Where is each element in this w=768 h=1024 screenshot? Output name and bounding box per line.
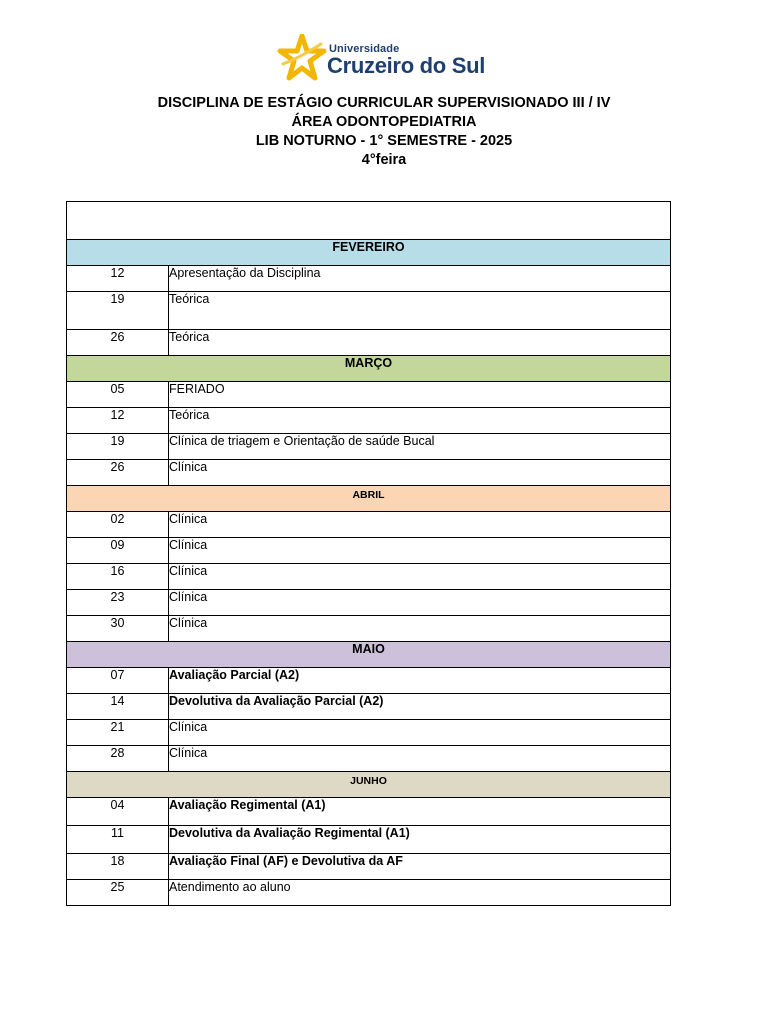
activity-cell: Apresentação da Disciplina [169, 266, 671, 292]
day-cell: 12 [67, 408, 169, 434]
activity-cell: Devolutiva da Avaliação Parcial (A2) [169, 694, 671, 720]
table-row [67, 538, 671, 564]
day-cell: 04 [67, 798, 169, 826]
table-row [67, 512, 671, 538]
activity-cell: Clínica [169, 512, 671, 538]
activity-cell: Devolutiva da Avaliação Regimental (A1) [169, 826, 671, 854]
heading-line4: 4°feira [361, 152, 407, 168]
month-header-row [67, 356, 671, 382]
month-name: FEVEREIRO [67, 240, 671, 266]
day-cell: 18 [67, 854, 169, 880]
activity-cell: Teórica [169, 408, 671, 434]
activity-cell: Atendimento ao aluno [169, 880, 671, 906]
table-row [67, 854, 671, 880]
activity-cell: Clínica [169, 538, 671, 564]
table-row [67, 266, 671, 292]
day-cell: 16 [67, 564, 169, 590]
day-cell: 28 [67, 746, 169, 772]
day-cell: 30 [67, 616, 169, 642]
table-row [67, 382, 671, 408]
table-row [67, 826, 671, 854]
activity-cell: Clínica [169, 590, 671, 616]
month-name: JUNHO [67, 772, 671, 798]
table-row [67, 668, 671, 694]
day-cell: 09 [67, 538, 169, 564]
table-row [67, 720, 671, 746]
month-name: MARÇO [67, 356, 671, 382]
university-logo [277, 34, 492, 82]
logo-line1: Universidade [329, 43, 400, 55]
day-cell: 19 [67, 434, 169, 460]
activity-cell: Clínica [169, 746, 671, 772]
schedule-body [67, 202, 671, 906]
day-cell: 02 [67, 512, 169, 538]
day-cell: 05 [67, 382, 169, 408]
table-row [67, 880, 671, 906]
table-row [67, 798, 671, 826]
activity-cell: Clínica [169, 616, 671, 642]
day-cell: 21 [67, 720, 169, 746]
heading-line1: DISCIPLINA DE ESTÁGIO CURRICULAR SUPERVISIONADO III / IV [157, 95, 611, 111]
month-header-row [67, 772, 671, 798]
table-row [67, 746, 671, 772]
activity-cell: Avaliação Parcial (A2) [169, 668, 671, 694]
table-row [67, 292, 671, 330]
heading-line2: ÁREA ODONTOPEDIATRIA [291, 114, 477, 130]
month-name: MAIO [67, 642, 671, 668]
schedule-table [66, 201, 671, 906]
month-header-row [67, 240, 671, 266]
table-row [67, 616, 671, 642]
day-cell: 23 [67, 590, 169, 616]
activity-cell: Avaliação Final (AF) e Devolutiva da AF [169, 854, 671, 880]
activity-cell: Clínica [169, 460, 671, 486]
month-name: ABRIL [67, 486, 671, 512]
activity-cell: Clínica [169, 564, 671, 590]
table-row [67, 590, 671, 616]
activity-cell: FERIADO [169, 382, 671, 408]
activity-cell: Teórica [169, 292, 671, 330]
table-row [67, 330, 671, 356]
heading-line3: LIB NOTURNO - 1° SEMESTRE - 2025 [255, 133, 513, 149]
day-cell: 26 [67, 330, 169, 356]
activity-cell: Clínica [169, 720, 671, 746]
day-cell: 14 [67, 694, 169, 720]
month-header-row [67, 486, 671, 512]
table-row [67, 564, 671, 590]
day-cell: 07 [67, 668, 169, 694]
day-cell: 11 [67, 826, 169, 854]
table-header-row [67, 202, 671, 240]
table-row [67, 694, 671, 720]
activity-cell: Clínica de triagem e Orientação de saúde Bucal [169, 434, 671, 460]
logo-line2: Cruzeiro do Sul [327, 53, 486, 78]
day-cell: 25 [67, 880, 169, 906]
activity-cell: Teórica [169, 330, 671, 356]
day-cell: 26 [67, 460, 169, 486]
day-cell: 19 [67, 292, 169, 330]
month-header-row [67, 642, 671, 668]
table-header-cell [67, 202, 671, 240]
star-icon [277, 34, 327, 82]
activity-cell: Avaliação Regimental (A1) [169, 798, 671, 826]
table-row [67, 408, 671, 434]
table-row [67, 460, 671, 486]
table-row [67, 434, 671, 460]
day-cell: 12 [67, 266, 169, 292]
document-heading [0, 94, 768, 170]
